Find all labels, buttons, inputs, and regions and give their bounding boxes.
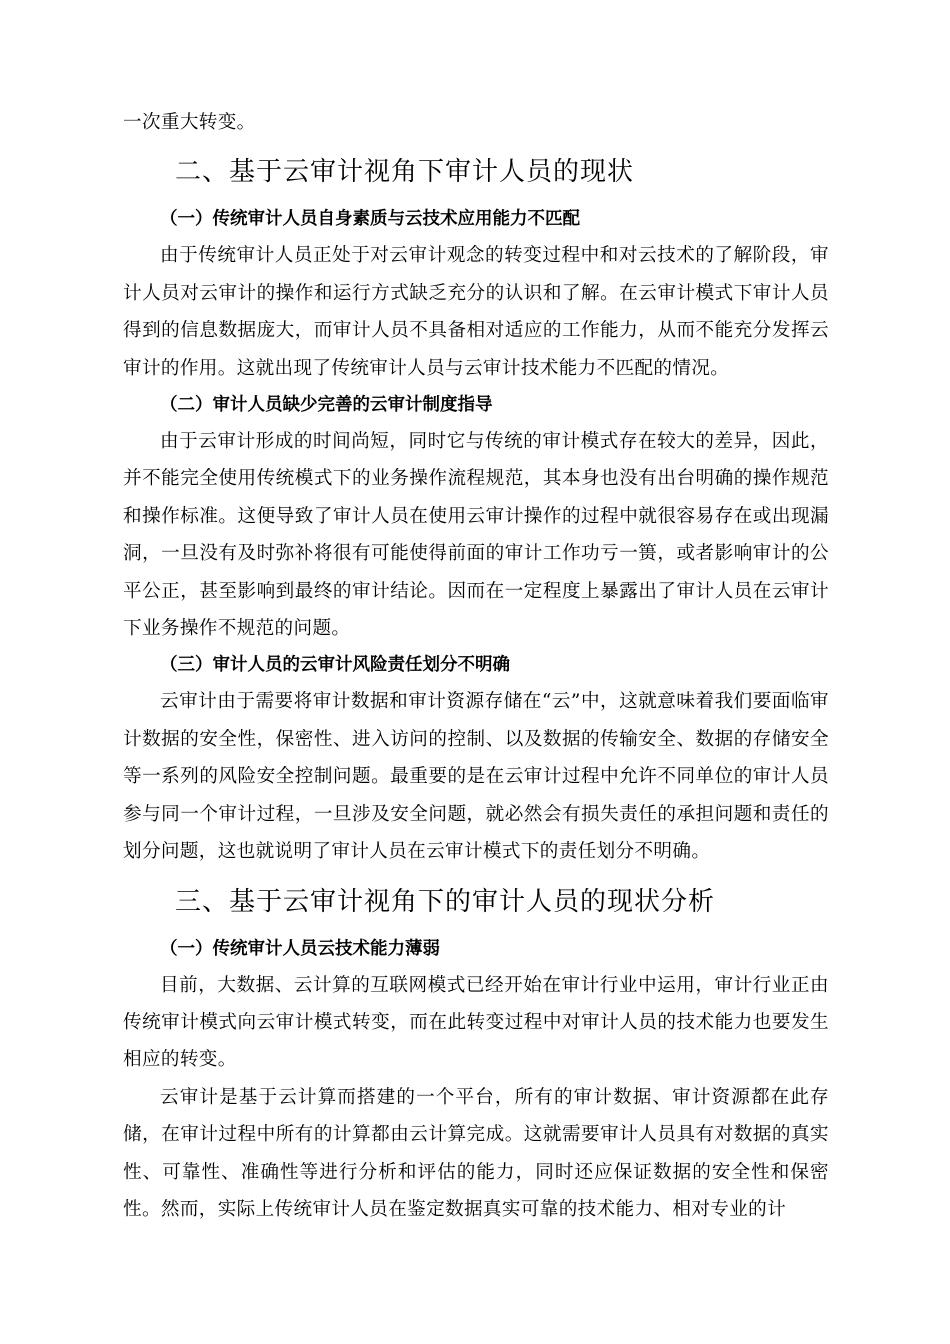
section-heading-3: 三、基于云审计视角下的审计人员的现状分析	[175, 886, 716, 917]
paragraph: 目前，大数据、云计算的互联网模式已经开始在审计行业中运用，审计行业正由传统审计模式向云审计模式转变，而在此转变过程中对审计人员的技术能力也要发生相应的转变。	[123, 974, 829, 1071]
paragraph: 云审计是基于云计算而搭建的一个平台，所有的审计数据、审计资源都在此存储，在审计过程中所有的计算都由云计算完成。这就需要审计人员具有对数据的真实性、可靠性、准确性等进行分析和评估的能力，同时还应保证数据的安全性和保密性。然而，实际上传统审计人员在鉴定数据真实可靠的技术能力、相对专业的计	[123, 1086, 829, 1220]
subsection-heading: （一）传统审计人员自身素质与云技术应用能力不匹配	[160, 209, 580, 230]
document-body	[123, 104, 829, 1228]
section-heading-2: 二、基于云审计视角下审计人员的现状	[175, 157, 635, 188]
subsection-heading: （三）审计人员的云审计风险责任划分不明确	[160, 655, 510, 676]
subsection-heading: （二）审计人员缺少完善的云审计制度指导	[160, 395, 493, 416]
paragraph: 由于传统审计人员正处于对云审计观念的转变过程中和对云技术的了解阶段，审计人员对云审计的操作和运行方式缺乏充分的认识和了解。在云审计模式下审计人员得到的信息数据庞大，而审计人员不具备相对适应的工作能力，从而不能充分发挥云审计的作用。这就出现了传统审计人员与云审计技术能力不匹配的情况。	[123, 245, 829, 379]
subsection-heading: （一）传统审计人员云技术能力薄弱	[160, 938, 440, 959]
paragraph: 云审计由于需要将审计数据和审计资源存储在“云”中，这就意味着我们要面临审计数据的安全性，保密性、进入访问的控制、以及数据的传输安全、数据的存储安全等一系列的风险安全控制问题。最重要的是在云审计过程中允许不同单位的审计人员参与同一个审计过程，一旦涉及安全问题，就必然会有损失责任的承担问题和责任的划分问题，这也就说明了审计人员在云审计模式下的责任划分不明确。	[123, 691, 829, 863]
paragraph: 一次重大转变。	[123, 112, 256, 133]
paragraph: 由于云审计形成的时间尚短，同时它与传统的审计模式存在较大的差异，因此，并不能完全使用传统模式下的业务操作流程规范，其本身也没有出台明确的操作规范和操作标准。这便导致了审计人员在使用云审计操作的过程中就很容易存在或出现漏洞，一旦没有及时弥补将很有可能使得前面的审计工作功亏一篑，或者影响审计的公平公正，甚至影响到最终的审计结论。因而在一定程度上暴露出了审计人员在云审计下业务操作不规范的问题。	[123, 431, 829, 640]
